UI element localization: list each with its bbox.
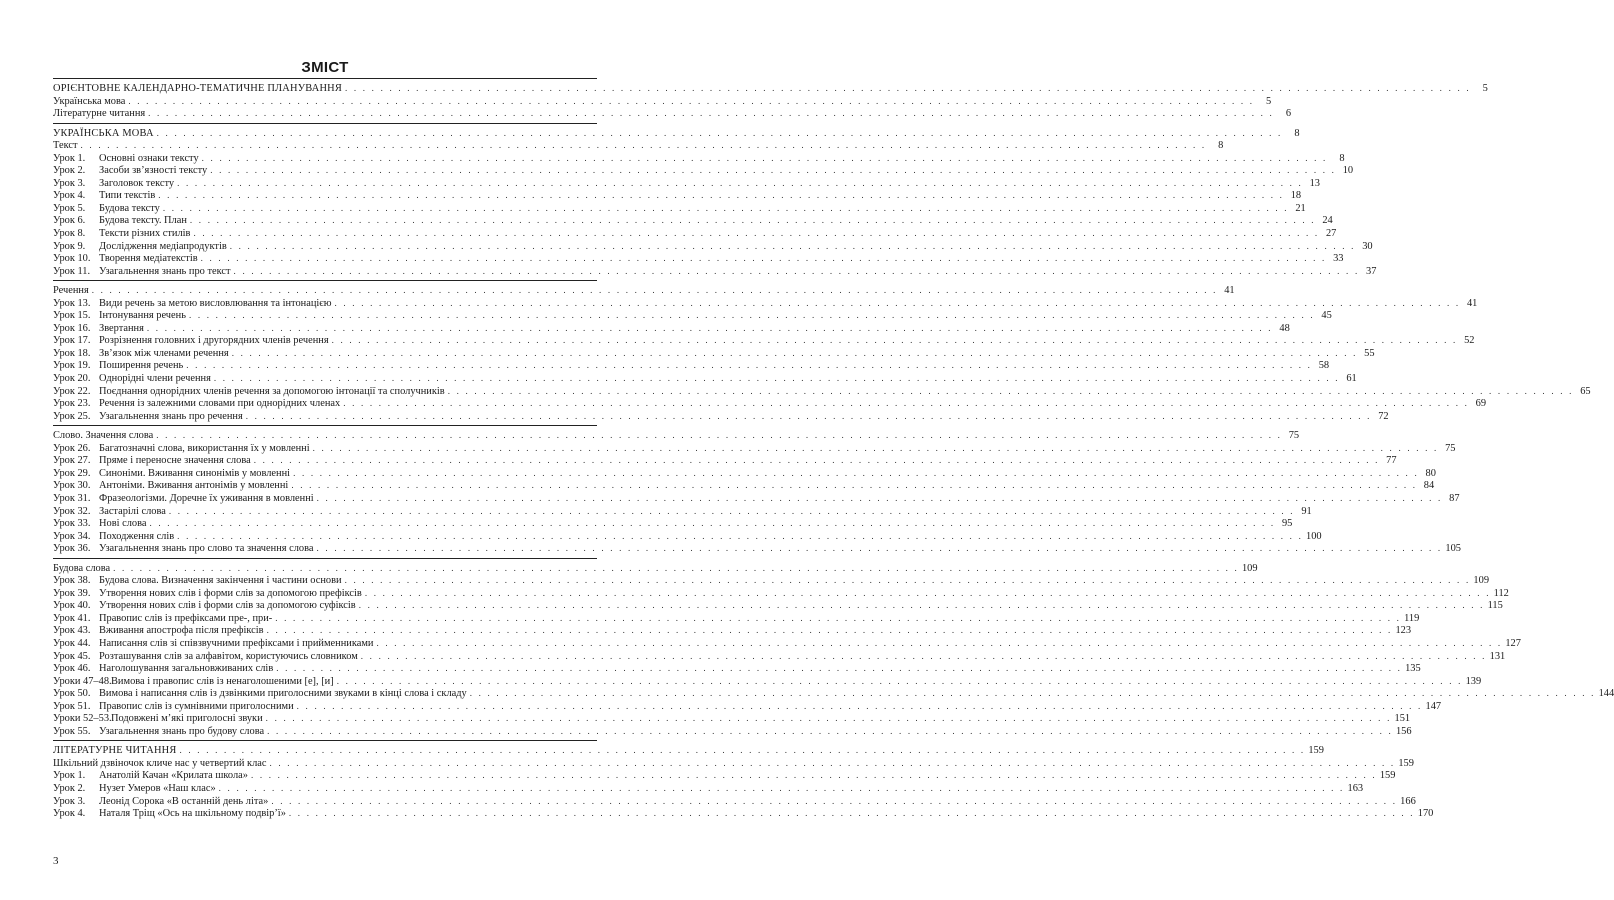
- page-ref: 45: [1321, 310, 1332, 322]
- page-ref: 37: [1366, 265, 1377, 277]
- toc-page: [53, 58, 1614, 823]
- entry-title: Будова тексту. План: [99, 215, 187, 227]
- dot-leader: [361, 650, 1487, 663]
- lesson-number: Урок 43.: [53, 625, 91, 637]
- dot-leader: [267, 624, 1393, 637]
- dot-leader: [190, 214, 1316, 227]
- dot-leader: [335, 297, 1461, 310]
- lesson-number: Урок 15.: [53, 310, 91, 322]
- dot-leader: [113, 562, 1239, 575]
- toc-entry[interactable]: [53, 202, 1306, 215]
- page-ref: 159: [1379, 770, 1396, 782]
- toc-heading[interactable]: [53, 127, 1300, 140]
- toc-section: [53, 79, 1488, 123]
- page-ref: 10: [1342, 165, 1354, 177]
- lesson-number: Урок 9.: [53, 240, 86, 252]
- dot-leader: [210, 164, 1336, 177]
- dot-leader: [201, 252, 1327, 265]
- dot-leader: [156, 429, 1282, 442]
- page-ref: 115: [1487, 600, 1503, 612]
- lesson-number: Уроки 47–48.: [53, 675, 112, 687]
- toc-entry[interactable]: [53, 164, 1354, 177]
- lesson-number: Урок 45.: [53, 650, 91, 662]
- toc-entry[interactable]: [53, 599, 1503, 612]
- entry-title: Будова тексту: [99, 202, 160, 214]
- page-ref: 65: [1580, 385, 1591, 397]
- entry-title: Зв’язок між членами речення: [99, 347, 229, 359]
- dot-leader: [232, 347, 1358, 360]
- lesson-number: Урок 30.: [53, 480, 91, 492]
- toc-entry[interactable]: [53, 725, 1412, 738]
- page-ref: 55: [1364, 347, 1375, 359]
- toc-entry[interactable]: [53, 372, 1357, 385]
- dot-leader: [270, 757, 1396, 770]
- toc-entry[interactable]: [53, 322, 1290, 335]
- lesson-number: Урок 6.: [53, 215, 86, 227]
- page-ref: 61: [1346, 373, 1357, 385]
- dot-leader: [332, 334, 1458, 347]
- page-ref: 91: [1301, 505, 1312, 517]
- page-ref: 72: [1378, 410, 1389, 422]
- dot-leader: [275, 612, 1401, 625]
- toc-entry[interactable]: [53, 252, 1344, 265]
- page-ref: 69: [1475, 398, 1487, 410]
- toc-topic[interactable]: [53, 139, 1224, 152]
- toc-entry[interactable]: [53, 712, 1411, 725]
- entry-title: Звертання: [99, 322, 144, 334]
- entry-title: Антоніми. Вживання антонімів у мовленні: [99, 480, 289, 492]
- lesson-number: Урок 2.: [53, 165, 86, 177]
- entry-title: Вимова і написання слів із дзвінкими приголосними звуками в кінці слова і складу: [99, 688, 467, 700]
- lesson-number: Урок 3.: [53, 177, 86, 189]
- page-ref: 52: [1464, 335, 1475, 347]
- dot-leader: [254, 454, 1380, 467]
- toc-entry[interactable]: [53, 574, 1490, 587]
- page-ref: 5: [1482, 83, 1488, 94]
- entry-title: Заголовок тексту: [99, 177, 175, 189]
- page-ref: 18: [1290, 190, 1302, 202]
- toc-entry[interactable]: [53, 795, 1416, 808]
- dot-leader: [337, 675, 1463, 688]
- page-ref: 139: [1465, 675, 1482, 687]
- lesson-number: Урок 36.: [53, 543, 91, 555]
- toc-entry[interactable]: [53, 675, 1482, 688]
- entry-title: Літературне читання: [53, 108, 146, 120]
- page-ref: 109: [1241, 562, 1258, 574]
- entry-title: Застарілі слова: [99, 505, 166, 517]
- page-ref: 77: [1386, 455, 1397, 467]
- entry-title: Анатолій Качан «Крилата школа»: [99, 770, 248, 782]
- dot-leader: [289, 807, 1415, 820]
- page-ref: 30: [1362, 240, 1373, 252]
- page-ref: 123: [1395, 625, 1412, 637]
- entry-title: УКРАЇНСЬКА МОВА: [53, 127, 154, 139]
- dot-leader: [157, 127, 1283, 140]
- lesson-number: Урок 11.: [53, 265, 91, 277]
- dot-leader: [189, 309, 1315, 322]
- page-ref: 163: [1347, 782, 1364, 794]
- lesson-number: Урок 4.: [53, 190, 86, 202]
- lesson-number: Урок 18.: [53, 347, 91, 359]
- toc-entry[interactable]: [53, 612, 1420, 625]
- toc-entry[interactable]: [53, 334, 1475, 347]
- toc-entry[interactable]: [53, 177, 1320, 190]
- dot-leader: [291, 479, 1417, 492]
- dot-leader: [266, 712, 1392, 725]
- page-ref: 24: [1322, 215, 1333, 227]
- page-ref: 8: [1218, 140, 1224, 152]
- entry-title: Вживання апострофа після префіксів: [99, 625, 264, 637]
- lesson-number: Урок 3.: [53, 795, 86, 807]
- lesson-number: Урок 55.: [53, 725, 91, 737]
- entry-title: ЛІТЕРАТУРНЕ ЧИТАННЯ: [53, 745, 177, 757]
- entry-title: Речення: [53, 285, 89, 297]
- toc-entry[interactable]: [53, 397, 1487, 410]
- page-ref: 84: [1423, 480, 1435, 492]
- lesson-number: Урок 33.: [53, 518, 91, 530]
- page-ref: 105: [1445, 543, 1461, 555]
- toc-topic[interactable]: [53, 429, 1300, 442]
- page-ref: 8: [1339, 152, 1345, 164]
- dot-leader: [343, 397, 1469, 410]
- toc-entry[interactable]: [53, 410, 1389, 423]
- dot-leader: [246, 410, 1372, 423]
- lesson-number: Урок 22.: [53, 385, 91, 397]
- page-ref: 13: [1309, 177, 1320, 189]
- entry-title: ОРІЄНТОВНЕ КАЛЕНДАРНО-ТЕМАТИЧНЕ ПЛАНУВАННЯ: [53, 83, 342, 94]
- lesson-number: Урок 50.: [53, 688, 91, 700]
- toc-entry[interactable]: [53, 385, 1591, 398]
- toc-entry[interactable]: [53, 265, 1377, 278]
- toc-section: [53, 281, 1591, 425]
- dot-leader: [345, 82, 1471, 95]
- dot-leader: [81, 139, 1207, 152]
- dot-leader: [313, 442, 1439, 455]
- lesson-number: Урок 26.: [53, 442, 91, 454]
- toc-subheading[interactable]: [53, 107, 1292, 120]
- entry-title: Шкільний дзвіночок кличе нас у четвертий клас: [53, 757, 267, 769]
- entry-title: Наголошування загальновживаних слів: [99, 663, 274, 675]
- toc-section: [53, 741, 1434, 822]
- lesson-number: Урок 16.: [53, 322, 91, 334]
- toc-entry[interactable]: [53, 687, 1614, 700]
- lesson-number: Урок 2.: [53, 782, 86, 794]
- toc-entry[interactable]: [53, 662, 1421, 675]
- entry-title: Засоби зв’язності тексту: [99, 165, 208, 177]
- entry-title: Поєднання однорідних членів речення за допомогою інтонації та сполучників: [99, 385, 445, 397]
- toc-entry[interactable]: [53, 309, 1332, 322]
- entry-title: Пряме і переносне значення слова: [99, 455, 251, 467]
- toc-entry[interactable]: [53, 227, 1337, 240]
- entry-title: Творення медіатекстів: [99, 253, 198, 265]
- dot-leader: [293, 467, 1419, 480]
- dot-leader: [345, 574, 1471, 587]
- toc-entry[interactable]: [53, 479, 1435, 492]
- lesson-number: Урок 5.: [53, 202, 86, 214]
- entry-title: Види речень за метою висловлювання та інтонацією: [99, 297, 332, 309]
- toc-entry[interactable]: [53, 152, 1345, 165]
- lesson-number: Урок 44.: [53, 637, 91, 649]
- page-ref: 95: [1281, 518, 1293, 530]
- page-ref: 6: [1285, 108, 1292, 120]
- dot-leader: [219, 782, 1345, 795]
- entry-title: Узагальнення знань про речення: [99, 410, 243, 422]
- toc-section: [53, 426, 1461, 557]
- toc-entry[interactable]: [53, 807, 1434, 820]
- entry-title: Типи текстів: [99, 190, 156, 202]
- page-ref: 144: [1598, 688, 1614, 700]
- entry-title: Розрізнення головних і другорядних членів речення: [99, 335, 329, 347]
- dot-leader: [276, 662, 1402, 675]
- dot-leader: [214, 372, 1340, 385]
- page-ref: 87: [1449, 492, 1460, 504]
- dot-leader: [180, 744, 1306, 757]
- lesson-number: Урок 38.: [53, 575, 91, 587]
- page-ref: 159: [1398, 757, 1414, 769]
- toc-subheading[interactable]: [53, 95, 1272, 108]
- lesson-number: Урок 46.: [53, 663, 91, 675]
- lesson-number: Урок 20.: [53, 373, 91, 385]
- table-of-contents: [53, 78, 1614, 823]
- entry-title: Українська мова: [53, 95, 126, 107]
- entry-title: Інтонування речень: [99, 310, 186, 322]
- entry-title: Фразеологізми. Доречне їх уживання в мовленні: [99, 492, 314, 504]
- toc-entry[interactable]: [53, 542, 1461, 555]
- page-ref: 109: [1473, 575, 1490, 587]
- toc-topic[interactable]: [53, 562, 1258, 575]
- lesson-number: Урок 34.: [53, 530, 91, 542]
- toc-entry[interactable]: [53, 240, 1373, 253]
- page-ref: 5: [1266, 95, 1272, 107]
- dot-leader: [448, 385, 1574, 398]
- entry-title: Поширення речень: [99, 360, 184, 372]
- lesson-number: Урок 1.: [53, 770, 86, 782]
- toc-heading[interactable]: [53, 744, 1324, 757]
- page-ref: 41: [1466, 297, 1478, 309]
- toc-entry[interactable]: [53, 454, 1397, 467]
- dot-leader: [470, 687, 1596, 700]
- dot-leader: [359, 599, 1485, 612]
- entry-title: Утворення нових слів і форми слів за допомогою суфіксів: [99, 600, 356, 612]
- dot-leader: [297, 700, 1423, 713]
- entry-title: Узагальнення знань про слово та значення слова: [99, 543, 314, 555]
- page-ref: 75: [1288, 430, 1300, 442]
- lesson-number: Урок 13.: [53, 297, 91, 309]
- toc-entry[interactable]: [53, 214, 1333, 227]
- lesson-number: Урок 40.: [53, 600, 91, 612]
- entry-title: Наталя Тріщ «Ось на шкільному подвір’ї»: [99, 808, 286, 820]
- page-ref: 21: [1295, 202, 1306, 214]
- toc-section: [53, 124, 1377, 281]
- entry-title: Тексти різних стилів: [99, 228, 191, 240]
- entry-title: Нові слова: [99, 518, 147, 530]
- lesson-number: Урок 39.: [53, 587, 91, 599]
- lesson-number: Урок 1.: [53, 152, 86, 164]
- dot-leader: [251, 769, 1377, 782]
- toc-entry[interactable]: [53, 587, 1509, 600]
- toc-entry[interactable]: [53, 769, 1396, 782]
- entry-title: Основні ознаки тексту: [99, 152, 199, 164]
- entry-title: Написання слів зі співзвучними префіксами і прийменниками: [99, 637, 374, 649]
- lesson-number: Урок 27.: [53, 455, 91, 467]
- toc-heading[interactable]: [53, 82, 1488, 95]
- toc-entry[interactable]: [53, 189, 1302, 202]
- toc-entry[interactable]: [53, 505, 1312, 518]
- toc-section: [53, 559, 1614, 741]
- entry-title: Походження слів: [99, 530, 175, 542]
- entry-title: Правопис слів із сумнівними приголосними: [99, 700, 294, 712]
- entry-title: Узагальнення знань про будову слова: [99, 725, 265, 737]
- page-ref: 100: [1306, 530, 1322, 542]
- page-ref: 170: [1417, 808, 1434, 820]
- lesson-number: Урок 25.: [53, 410, 91, 422]
- page-ref: 58: [1318, 360, 1330, 372]
- lesson-number: Урок 10.: [53, 253, 91, 265]
- page-ref: 41: [1224, 285, 1235, 297]
- entry-title: Нузет Умеров «Наш клас»: [99, 782, 216, 794]
- entry-title: Утворення нових слів і форми слів за допомогою префіксів: [99, 587, 362, 599]
- entry-title: Подовжені м’які приголосні звуки: [111, 713, 263, 725]
- page-ref: 80: [1425, 467, 1436, 479]
- toc-entry[interactable]: [53, 492, 1460, 505]
- lesson-number: Урок 19.: [53, 360, 91, 372]
- page-title: ЗМІСТ: [301, 59, 349, 76]
- lesson-number: Урок 17.: [53, 335, 91, 347]
- dot-leader: [202, 152, 1328, 165]
- dot-leader: [234, 265, 1360, 278]
- lesson-number: Урок 23.: [53, 398, 91, 410]
- toc-entry[interactable]: [53, 624, 1412, 637]
- toc-entry[interactable]: [53, 637, 1521, 650]
- toc-entry[interactable]: [53, 650, 1506, 663]
- entry-title: Текст: [53, 140, 78, 152]
- dot-leader: [163, 202, 1289, 215]
- page-ref: 147: [1425, 700, 1442, 712]
- toc-entry[interactable]: [53, 530, 1322, 543]
- dot-leader: [376, 637, 1502, 650]
- page-ref: 135: [1405, 663, 1421, 675]
- entry-title: Будова слова: [53, 562, 111, 574]
- dot-leader: [271, 795, 1397, 808]
- dot-leader: [92, 284, 1218, 297]
- entry-title: Вимова і правопис слів із ненаголошеними [е], [и]: [111, 675, 334, 687]
- toc-entry[interactable]: [53, 467, 1436, 480]
- lesson-number: Урок 51.: [53, 700, 91, 712]
- lesson-number: Урок 32.: [53, 505, 91, 517]
- page-ref: 151: [1394, 713, 1411, 725]
- page-ref: 27: [1325, 228, 1337, 240]
- entry-title: Леонід Сорока «В останній день літа»: [99, 795, 269, 807]
- entry-title: Дослідження медіапродуктів: [99, 240, 227, 252]
- toc-entry[interactable]: [53, 347, 1375, 360]
- dot-leader: [317, 492, 1443, 505]
- entry-title: Розташування слів за алфавітом, користуючись словником: [99, 650, 358, 662]
- toc-entry[interactable]: [53, 700, 1442, 713]
- page-ref: 131: [1489, 650, 1506, 662]
- entry-title: Правопис слів із префіксами пре-, при-: [99, 612, 273, 624]
- page-ref: 156: [1395, 725, 1412, 737]
- lesson-number: Урок 31.: [53, 492, 91, 504]
- dot-leader: [186, 359, 1312, 372]
- dot-leader: [177, 177, 1303, 190]
- entry-title: Однорідні члени речення: [99, 373, 211, 385]
- page-ref: 112: [1493, 587, 1509, 599]
- dot-leader: [149, 517, 1275, 530]
- toc-topic[interactable]: [53, 284, 1235, 297]
- page-ref: 127: [1505, 637, 1521, 649]
- lesson-number: Урок 29.: [53, 467, 91, 479]
- dot-leader: [147, 322, 1273, 335]
- toc-entry[interactable]: [53, 782, 1364, 795]
- page-ref: 8: [1294, 127, 1300, 139]
- dot-leader: [128, 95, 1254, 108]
- toc-topic[interactable]: [53, 757, 1414, 770]
- lesson-number: Урок 41.: [53, 612, 91, 624]
- dot-leader: [158, 189, 1284, 202]
- dot-leader: [148, 107, 1274, 120]
- lesson-number: Урок 8.: [53, 228, 86, 240]
- page-ref: 75: [1445, 442, 1456, 454]
- entry-title: Багатозначні слова, використання їх у мовленні: [99, 442, 310, 454]
- entry-title: Узагальнення знань про текст: [99, 265, 231, 277]
- page-ref: 166: [1400, 795, 1416, 807]
- dot-leader: [317, 542, 1443, 555]
- page-number: 3: [53, 855, 59, 867]
- page-ref: 159: [1308, 745, 1324, 757]
- toc-entry[interactable]: [53, 297, 1478, 310]
- toc-entry[interactable]: [53, 359, 1330, 372]
- dot-leader: [177, 530, 1303, 543]
- entry-title: Слово. Значення слова: [53, 430, 154, 442]
- entry-title: Будова слова. Визначення закінчення і частини основи: [99, 575, 342, 587]
- page-ref: 33: [1333, 253, 1344, 265]
- toc-entry[interactable]: [53, 442, 1456, 455]
- toc-entry[interactable]: [53, 517, 1293, 530]
- lesson-number: Урок 4.: [53, 808, 86, 820]
- dot-leader: [365, 587, 1491, 600]
- dot-leader: [230, 240, 1356, 253]
- dot-leader: [169, 505, 1295, 518]
- page-ref: 119: [1404, 612, 1420, 624]
- entry-title: Синоніми. Вживання синонімів у мовленні: [99, 467, 291, 479]
- entry-title: Речення із залежними словами при однорідних членах: [99, 398, 341, 410]
- dot-leader: [267, 725, 1393, 738]
- page-ref: 48: [1279, 322, 1290, 334]
- lesson-number: Уроки 52–53.: [53, 713, 112, 725]
- dot-leader: [193, 227, 1319, 240]
